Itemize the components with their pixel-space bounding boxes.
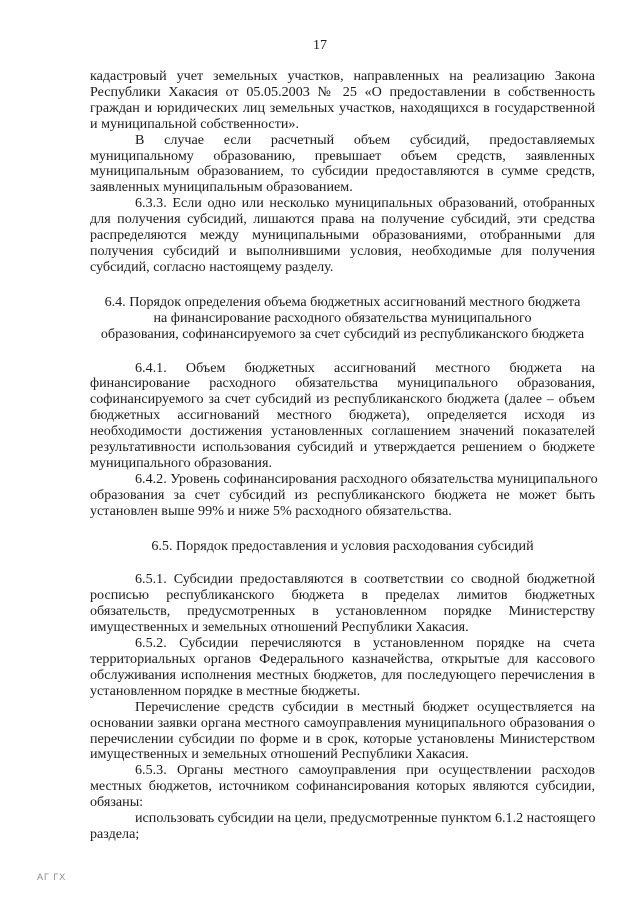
heading-line: 6.4. Порядок определения объема бюджетных ассигнований местного бюджета: [104, 293, 581, 310]
text-line: образования за счет субсидий из республиканского бюджета не может быть: [90, 486, 595, 503]
paragraph-excess-subsidy: [90, 133, 595, 197]
paragraph-6-4-2: [90, 470, 598, 520]
text-line: муниципальным образованием, то субсидии предоставляются в сумме средств,: [90, 163, 595, 180]
text-line: софинансируемого за счет субсидий из республиканского бюджета (далее – объем: [90, 391, 595, 408]
footer-code: АГ ГХ: [37, 872, 67, 882]
text-line: муниципального образования.: [90, 454, 272, 471]
text-line: субсидий, согласно настоящему разделу.: [90, 258, 334, 275]
text-line: обязаны:: [90, 794, 144, 811]
text-line: Республики Хакасия от 05.05.2003 № 25 «О предоставлении в собственность: [90, 83, 595, 100]
text-line: территориальных органов Федерального казначейства, открытые для кассового: [90, 651, 595, 667]
text-line: 6.5.1. Субсидии предоставляются в соответствии со сводной бюджетной: [135, 571, 595, 588]
text-line: заявленных муниципальным образованием.: [90, 179, 353, 196]
text-line: 6.4.2. Уровень софинансирования расходного обязательства муниципального: [135, 470, 598, 487]
text-line: раздела;: [90, 825, 140, 842]
heading-line: образования, софинансируемого за счет субсидий из республиканского бюджета: [100, 325, 585, 342]
paragraph-6-5-2: [90, 636, 595, 700]
paragraph-land-cadastre: [90, 69, 595, 133]
text-line: муниципальному образованию, превышает объем средств, заявленных: [90, 147, 595, 164]
text-line: обслуживания исполнения местных бюджетов, для последующего перечисления в: [90, 666, 595, 683]
text-line: В случае если расчетный объем субсидий, предоставляемых: [135, 131, 595, 148]
paragraph-use-subsidies: [90, 811, 595, 843]
text-line: 6.3.3. Если одно или несколько муниципальных образований, отобранных: [135, 195, 595, 212]
text-line: основании заявки органа местного самоуправления муниципального образования о: [90, 714, 595, 731]
text-line: имущественных и земельных отношений Республики Хакасия.: [90, 746, 469, 763]
text-line: 6.5.3. Органы местного самоуправления при осуществлении расходов: [135, 762, 595, 779]
text-line: граждан и юридических лиц земельных участков, находящихся в государственной: [90, 99, 595, 116]
text-line: необходимости достижения установленных соглашением значений показателей: [90, 423, 595, 440]
text-line: обязательств, предусмотренных в установленном порядке Министерству: [90, 603, 595, 620]
text-line: установлен выше 99% и ниже 5% расходного обязательства.: [90, 502, 452, 519]
heading-line: 6.5. Порядок предоставления и условия расходования субсидий: [151, 537, 534, 554]
paragraph-6-5-3: [90, 763, 595, 811]
document-body: [90, 68, 598, 843]
section-heading-6-4: [90, 295, 595, 343]
text-line: Перечисление средств субсидии в местный бюджет осуществляется на: [135, 698, 595, 715]
text-line: использовать субсидии на цели, предусмотренные пунктом 6.1.2 настоящего: [135, 810, 596, 827]
section-heading-6-5: [90, 539, 595, 555]
text-line: распределяются между муниципальными образованиями, отобранными для: [90, 227, 595, 244]
text-line: бюджетных ассигнований местного бюджета), определяется исходя из: [90, 407, 595, 424]
text-line: имущественных и земельных отношений Республики Хакасия.: [90, 619, 469, 636]
paragraph-6-4-1: [90, 361, 595, 472]
text-line: 6.5.2. Субсидии перечисляются в установленном порядке на счета: [135, 635, 595, 652]
text-line: местных бюджетов, источником софинансирования которых являются субсидии,: [90, 778, 595, 795]
text-line: 6.4.1. Объем бюджетных ассигнований местного бюджета на: [135, 359, 595, 376]
heading-line: на финансирование расходного обязательства муниципального: [153, 309, 532, 326]
text-line: установленном порядке в местные бюджеты.: [90, 682, 361, 699]
text-line: кадастровый учет земельных участков, направленных на реализацию Закона: [90, 68, 595, 84]
text-line: получения субсидий и выполнившими условия, необходимые для получения: [90, 242, 595, 259]
text-line: результативности использования субсидий и утверждается решением о бюджете: [90, 439, 595, 456]
paragraph-6-5-1: [90, 572, 595, 636]
paragraph-6-3-3: [90, 196, 595, 276]
page-number: 17: [313, 38, 327, 53]
text-line: перечислении субсидии по форме и в срок, которые установлены Министерством: [90, 730, 595, 747]
text-line: для получения субсидий, лишаются права на получение субсидий, эти средства: [90, 211, 595, 228]
text-line: росписью республиканского бюджета в пределах лимитов бюджетных: [90, 587, 595, 604]
text-line: финансирование расходного обязательства муниципального образования,: [90, 375, 595, 392]
text-line: и муниципальной собственности».: [90, 115, 299, 132]
paragraph-subsidy-transfer: [90, 700, 595, 764]
